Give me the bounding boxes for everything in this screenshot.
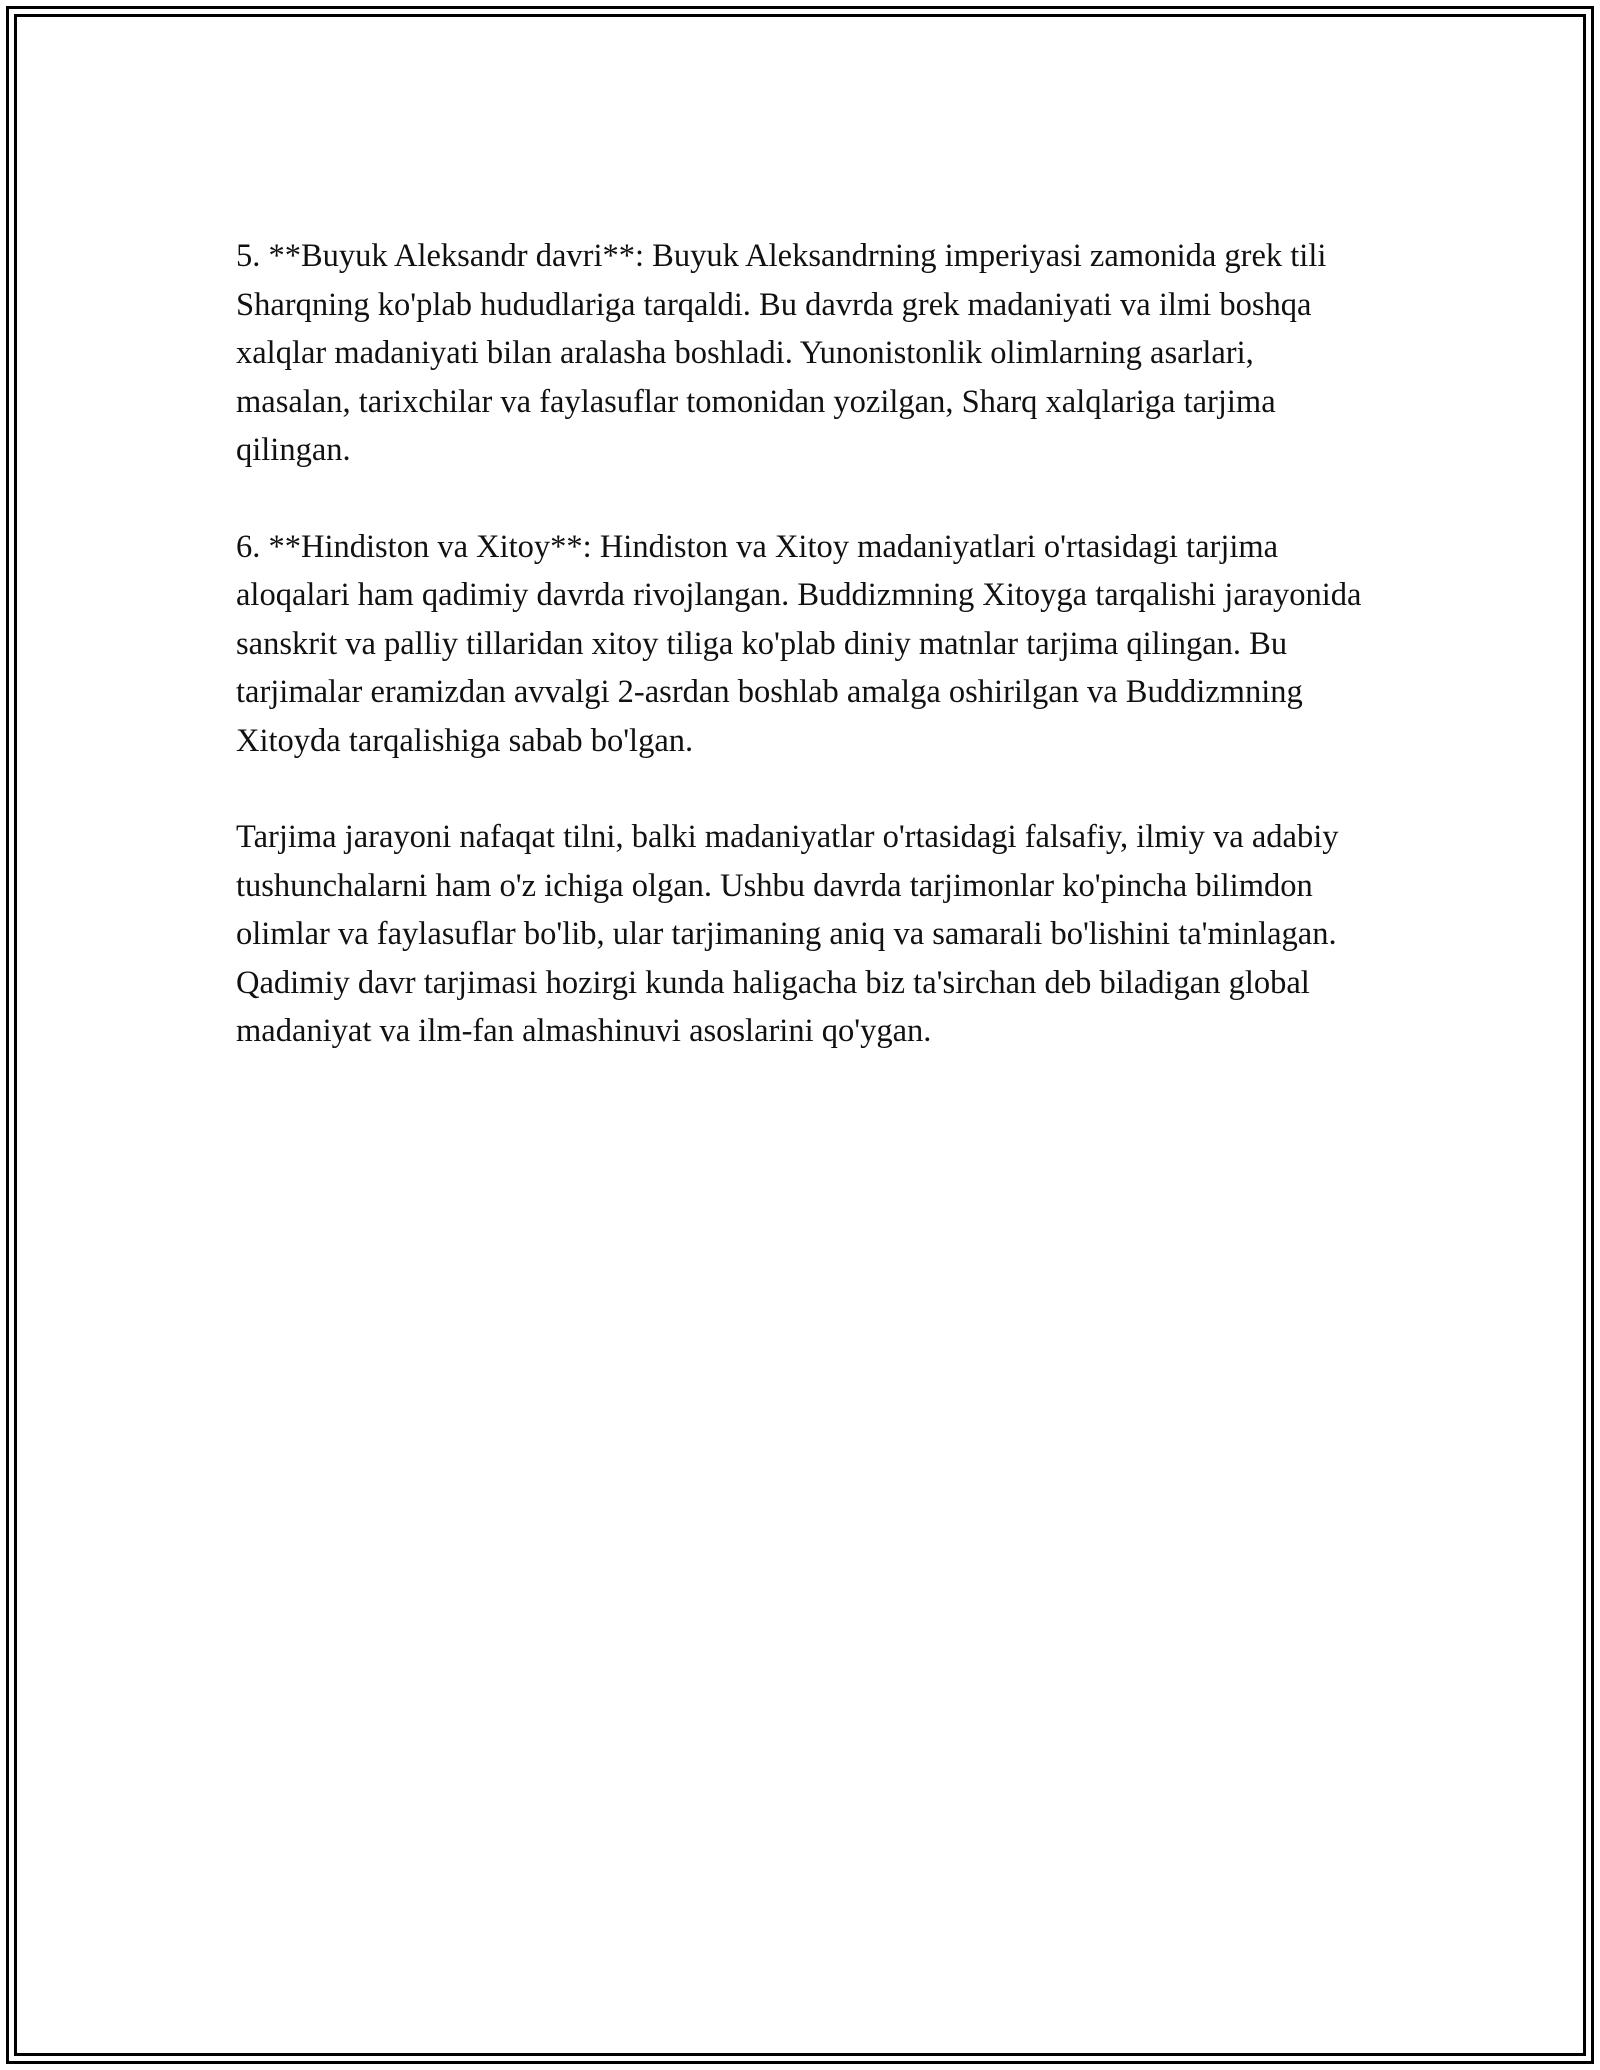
paragraph-india-china: 6. **Hindiston va Xitoy**: Hindiston va Xitoy madaniyatlari o'rtasidagi tarjima aloqalari ham qadimiy davrda rivojlangan. Buddizmning Xitoyga tarqalishi jarayonida sanskrit va palliy tillaridan xitoy tiliga ko'plab diniy matnlar tarjima qilingan. Bu tarjimalar eramizdan avvalgi 2-asrdan boshlab amalga oshirilgan va Buddizmning Xitoyda tarqalishiga sabab bo'lgan.	[236, 528, 1362, 759]
paragraph-alexander-era: 5. **Buyuk Aleksandr davri**: Buyuk Aleksandrning imperiyasi zamonida grek tili Sharqning ko'plab hududlariga tarqaldi. Bu davrda grek madaniyati va ilmi boshqa xalqlar madaniyati bilan aralasha boshladi. Yunonistonlik olimlarning asarlari, masalan, tarixchilar va faylasuflar tomonidan yozilgan, Sharq xalqlariga tarjima qilingan.	[236, 238, 1327, 468]
document-body	[236, 232, 1366, 1104]
paragraph-translation-process: Tarjima jarayoni nafaqat tilni, balki madaniyatlar o'rtasidagi falsafiy, ilmiy va adabiy tushunchalarni ham o'z ichiga olgan. Ushbu davrda tarjimonlar ko'pincha bilimdon olimlar va faylasuflar bo'lib, ular tarjimaning aniq va samarali bo'lishini ta'minlagan. Qadimiy davr tarjimasi hozirgi kunda haligacha biz ta'sirchan deb biladigan global madaniyat va ilm-fan almashinuvi asoslarini qo'ygan.	[236, 819, 1339, 1049]
